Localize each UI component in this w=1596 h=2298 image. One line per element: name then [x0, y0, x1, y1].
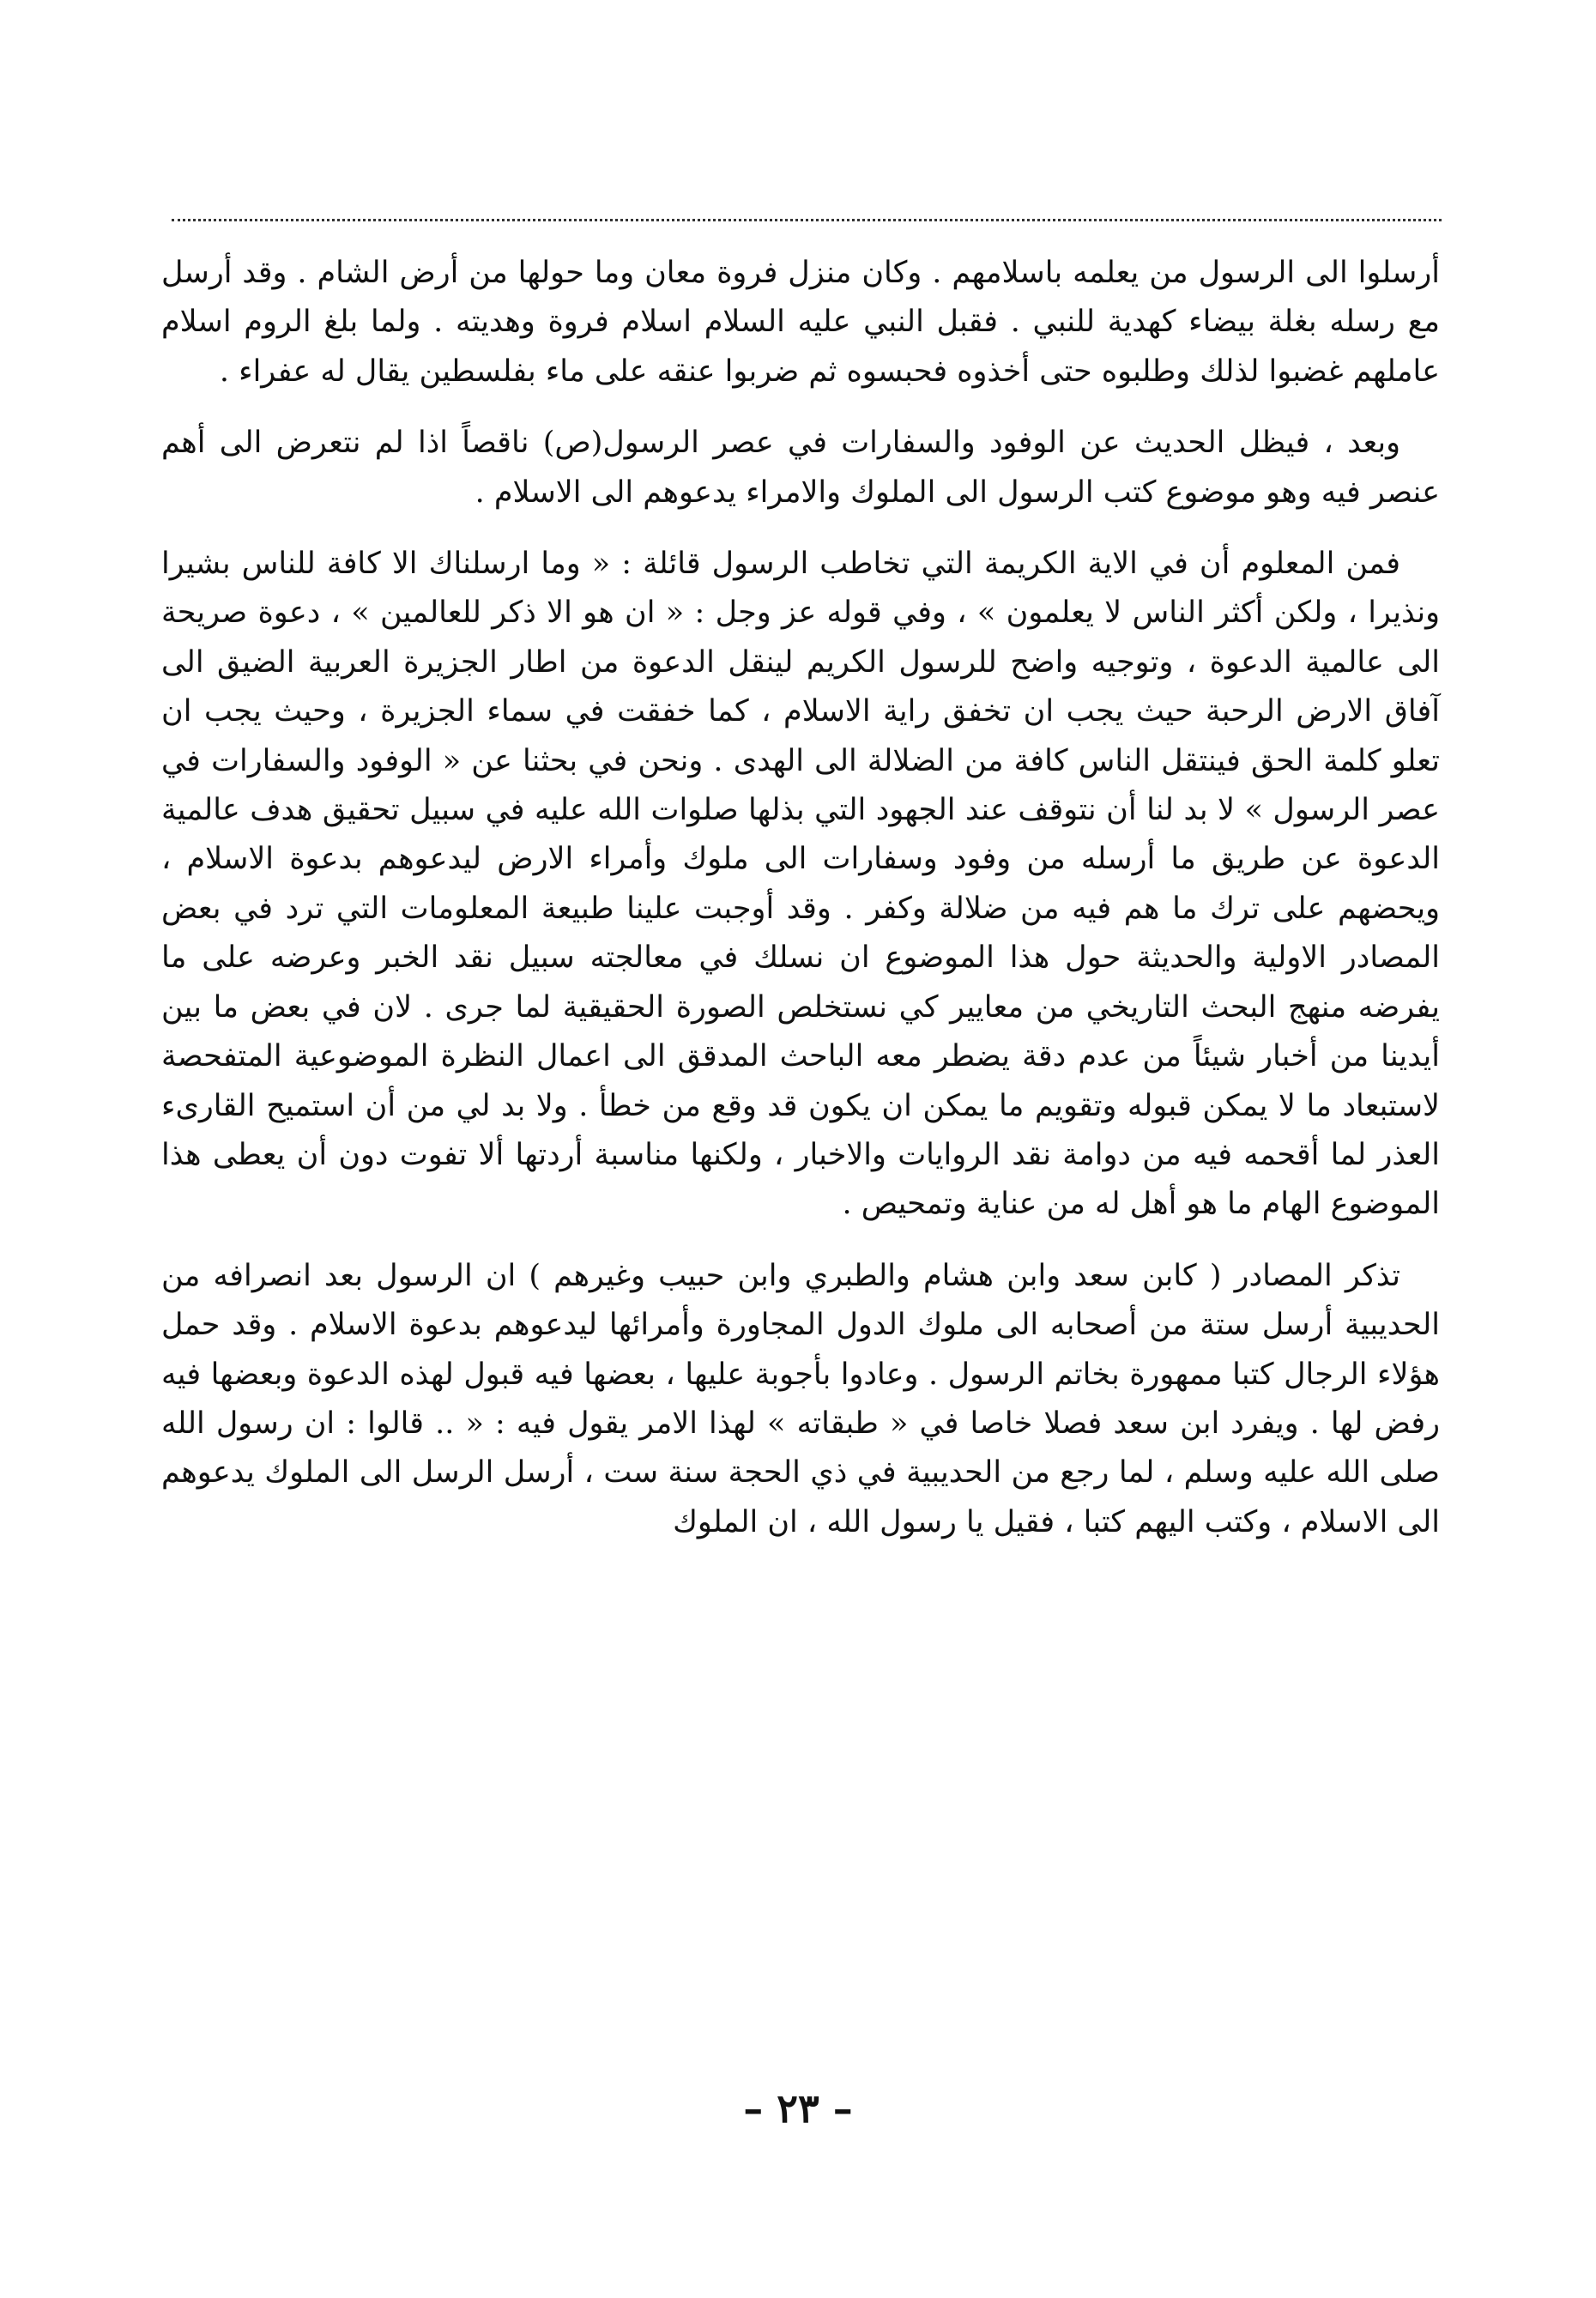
- paragraph-2: وبعد ، فيظل الحديث عن الوفود والسفارات في عصر الرسول(ص) ناقصاً اذا لم نتعرض الى أهم عنصر فيه وهو موضوع كتب الرسول الى الملوك والامراء يدعوهم الى الاسلام .: [161, 426, 1440, 510]
- paragraph-1: أرسلوا الى الرسول من يعلمه باسلامهم . وكان منزل فروة معان وما حولها من أرض الشام . وقد أرسل مع رسله بغلة بيضاء كهدية للنبي . فقبل النبي عليه السلام اسلام فروة وهديته . ولما بلغ الروم اسلام عاملهم غضبوا لذلك وطلبوه حتى أخذوه فحبسوه ثم ضربوا عنقه على ماء بفلسطين يقال له عفراء .: [161, 256, 1440, 389]
- page-number: – ٢٣ –: [743, 2085, 853, 2132]
- paragraph-4: تذكر المصادر ( كابن سعد وابن هشام والطبري وابن حبيب وغيرهم ) ان الرسول بعد انصرافه من الحديبية أرسل ستة من أصحابه الى ملوك الدول المجاورة وأمرائها ليدعوهم بدعوة الاسلام . وقد حمل هؤلاء الرجال كتبا ممهورة بخاتم الرسول . وعادوا بأجوبة عليها ، بعضها فيه قبول لهذه الدعوة وبعضها فيه رفض لها . ويفرد ابن سعد فصلا خاصا في « طبقاته » لهذا الامر يقول فيه : « .. قالوا : ان رسول الله صلى الله عليه وسلم ، لما رجع من الحديبية في ذي الحجة سنة ست ، أرسل الرسل الى الملوك يدعوهم الى الاسلام ، وكتب اليهم كتبا ، فقيل يا رسول الله ، ان الملوك: [161, 1258, 1440, 1539]
- body-text: [161, 249, 1440, 1569]
- top-dotted-rule: [172, 219, 1442, 221]
- paragraph-3: فمن المعلوم أن في الاية الكريمة التي تخاطب الرسول قائلة : « وما ارسلناك الا كافة للناس بشيرا ونذيرا ، ولكن أكثر الناس لا يعلمون » ، وفي قوله عز وجل : « ان هو الا ذكر للعالمين » ، دعوة صريحة الى عالمية الدعوة ، وتوجيه واضح للرسول الكريم لينقل الدعوة من اطار الجزيرة العربية الضيق الى آفاق الارض الرحبة حيث يجب ان تخفق راية الاسلام ، كما خفقت في سماء الجزيرة ، وحيث يجب ان تعلو كلمة الحق فينتقل الناس كافة من الضلالة الى الهدى . ونحن في بحثنا عن « الوفود والسفارات في عصر الرسول » لا بد لنا أن نتوقف عند الجهود التي بذلها صلوات الله عليه في سبيل تحقيق هدف عالمية الدعوة عن طريق ما أرسله من وفود وسفارات الى ملوك وأمراء الارض ليدعوهم بدعوة الاسلام ، ويحضهم على ترك ما هم فيه من ضلالة وكفر . وقد أوجبت علينا طبيعة المعلومات التي ترد في بعض المصادر الاولية والحديثة حول هذا الموضوع ان نسلك في معالجته سبيل نقد الخبر وعرضه على ما يفرضه منهج البحث التاريخي من معايير كي نستخلص الصورة الحقيقية لما جرى . لان في بعض ما بين أيدينا من أخبار شيئاً من عدم دقة يضطر معه الباحث المدقق الى اعمال النظرة الموضوعية المتفحصة لاستبعاد ما لا يمكن قبوله وتقويم ما يمكن ان يكون قد وقع من خطأ . ولا بد لي من أن استميح القارىء العذر لما أقحمه فيه من دوامة نقد الروايات والاخبار ، ولكنها مناسبة أردتها ألا تفوت دون أن يعطى هذا الموضوع الهام ما هو أهل له من عناية وتمحيص .: [161, 547, 1440, 1222]
